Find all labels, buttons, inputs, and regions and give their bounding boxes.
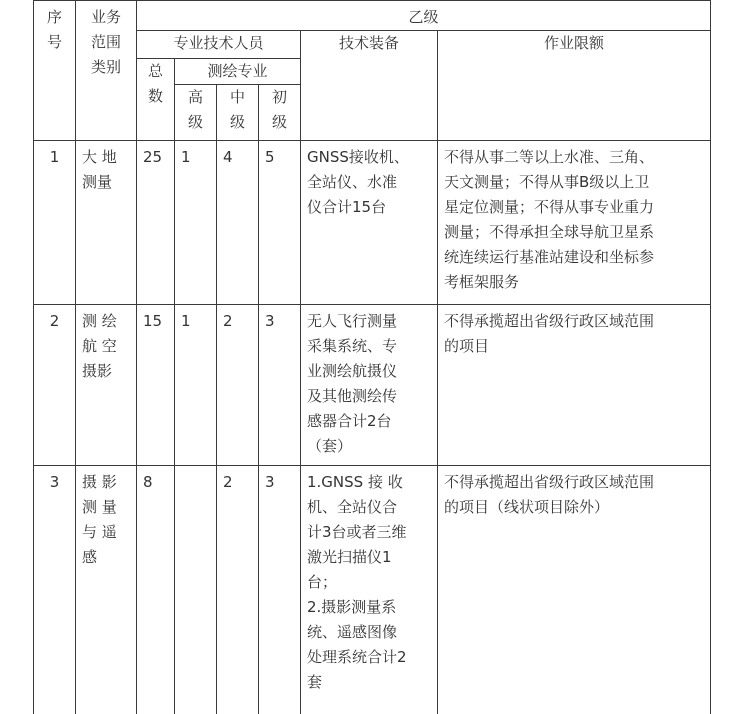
- row-middle: 2: [217, 466, 259, 714]
- header-senior: 高 级: [175, 85, 217, 141]
- row-junior: 5: [259, 141, 301, 305]
- row-junior: 3: [259, 305, 301, 466]
- row-scope: 大 地 测量: [76, 141, 137, 305]
- row-limit: 不得从事二等以上水准、三角、 天文测量；不得从事B级以上卫 星定位测量；不得从事专业重力 测量；不得承担全球导航卫星系 统连续运行基准站建设和坐标参 考框架服务: [438, 141, 711, 305]
- header-total: 总 数: [137, 59, 175, 141]
- row-equipment: 无人飞行测量 采集系统、专 业测绘航摄仪 及其他测绘传 感器合计2台 （套）: [301, 305, 438, 466]
- row-scope: 测 绘 航 空 摄影: [76, 305, 137, 466]
- row-limit: 不得承揽超出省级行政区域范围 的项目（线状项目除外）: [438, 466, 711, 714]
- row-senior: 1: [175, 141, 217, 305]
- row-total: 15: [137, 305, 175, 466]
- row-total: 25: [137, 141, 175, 305]
- row-scope: 摄 影 测 量 与 遥 感: [76, 466, 137, 714]
- header-middle: 中 级: [217, 85, 259, 141]
- row-senior: 1: [175, 305, 217, 466]
- header-junior: 初 级: [259, 85, 301, 141]
- row-middle: 2: [217, 305, 259, 466]
- header-limit: 作业限额: [438, 31, 711, 141]
- row-seq: 3: [34, 466, 76, 714]
- header-seq: 序 号: [34, 1, 76, 141]
- header-mapping-major: 测绘专业: [175, 59, 301, 85]
- header-staff: 专业技术人员: [137, 31, 301, 59]
- row-equipment: 1.GNSS 接 收 机、全站仪合 计3台或者三维 激光扫描仪1 台； 2.摄影测量系 统、遥感图像 处理系统合计2 套: [301, 466, 438, 714]
- row-seq: 1: [34, 141, 76, 305]
- row-middle: 4: [217, 141, 259, 305]
- table-row: [34, 466, 711, 714]
- row-junior: 3: [259, 466, 301, 714]
- header-scope: 业务 范围 类别: [76, 1, 137, 141]
- header-equipment: 技术装备: [301, 31, 438, 141]
- table-row: [34, 305, 711, 466]
- table-row: [34, 141, 711, 305]
- row-seq: 2: [34, 305, 76, 466]
- row-total: 8: [137, 466, 175, 714]
- row-equipment: GNSS接收机、 全站仪、水准 仪合计15台: [301, 141, 438, 305]
- row-senior: [175, 466, 217, 714]
- qualification-table: [33, 0, 711, 714]
- row-limit: 不得承揽超出省级行政区域范围 的项目: [438, 305, 711, 466]
- header-grade: 乙级: [137, 1, 711, 31]
